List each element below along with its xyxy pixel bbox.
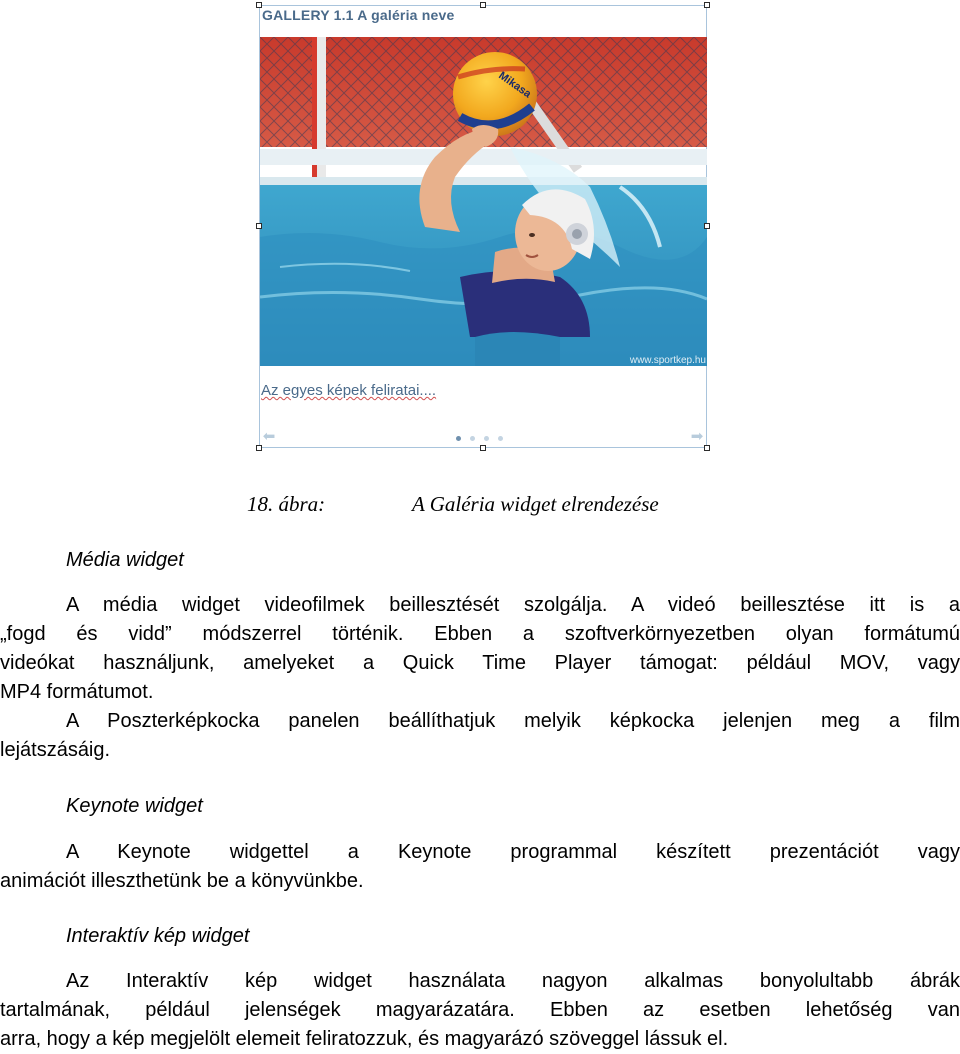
slide-dot[interactable] (456, 436, 461, 441)
paragraph-line: A Poszterképkocka panelen beállíthatjuk melyik képkocka jelenjen meg a film (66, 710, 960, 732)
photo-watermark: www.sportkep.hu (629, 355, 706, 366)
resize-handle[interactable] (256, 2, 262, 8)
keynote-widget-heading: Keynote widget (66, 795, 203, 817)
figure-title: A Galéria widget elrendezése (412, 492, 659, 516)
resize-handle[interactable] (704, 445, 710, 451)
interactive-image-widget-paragraph (0, 967, 960, 1054)
slide-dots (456, 436, 503, 442)
resize-handle[interactable] (704, 2, 710, 8)
paragraph-line: MP4 formátumot. (0, 681, 154, 703)
paragraph-line: arra, hogy a kép megjelölt elemeit feliratozzuk, és magyarázó szöveggel lássuk el. (0, 1028, 729, 1050)
keynote-widget-paragraph (0, 838, 960, 896)
interactive-image-widget-heading: Interaktív kép widget (66, 925, 250, 947)
paragraph-line: „fogd és vidd” módszerrel történik. Ebben a szoftverkörnyezetben olyan formátumú (0, 623, 960, 645)
slide-dot[interactable] (498, 436, 503, 441)
figure-number: 18. ábra: (247, 492, 326, 516)
paragraph-line: videókat használjunk, amelyeket a Quick Time Player támogat: például MOV, vagy (0, 652, 960, 674)
gallery-widget[interactable] (259, 5, 707, 448)
gallery-title: GALLERY 1.1 A galéria neve (262, 7, 455, 23)
gallery-photo (260, 37, 707, 366)
resize-handle[interactable] (704, 223, 710, 229)
ball-label: Mikasa (496, 69, 534, 101)
slide-dot[interactable] (484, 436, 489, 441)
media-widget-paragraph (0, 591, 960, 765)
media-widget-heading: Média widget (66, 549, 184, 571)
resize-handle[interactable] (480, 2, 486, 8)
paragraph-line: animációt illeszthetünk be a könyvünkbe. (0, 870, 364, 892)
paragraph-line: A média widget videofilmek beillesztését szolgálja. A videó beillesztése itt is a (66, 594, 960, 616)
next-arrow-icon[interactable]: ➡ (690, 428, 704, 445)
paragraph-line: A Keynote widgettel a Keynote programmal készített prezentációt vagy (66, 841, 960, 863)
previous-arrow-icon[interactable]: ⬅ (262, 428, 276, 445)
slide-dot[interactable] (470, 436, 475, 441)
resize-handle[interactable] (256, 223, 262, 229)
paragraph-line: tartalmának, például jelenségek magyarázatára. Ebben az esetben lehetőség van (0, 999, 960, 1021)
gallery-caption: Az egyes képek feliratai.... (261, 382, 437, 399)
paragraph-line: Az Interaktív kép widget használata nagyon alkalmas bonyolultabb ábrák (66, 970, 960, 992)
resize-handle[interactable] (480, 445, 486, 451)
paragraph-line: lejátszásáig. (0, 739, 111, 761)
resize-handle[interactable] (256, 445, 262, 451)
